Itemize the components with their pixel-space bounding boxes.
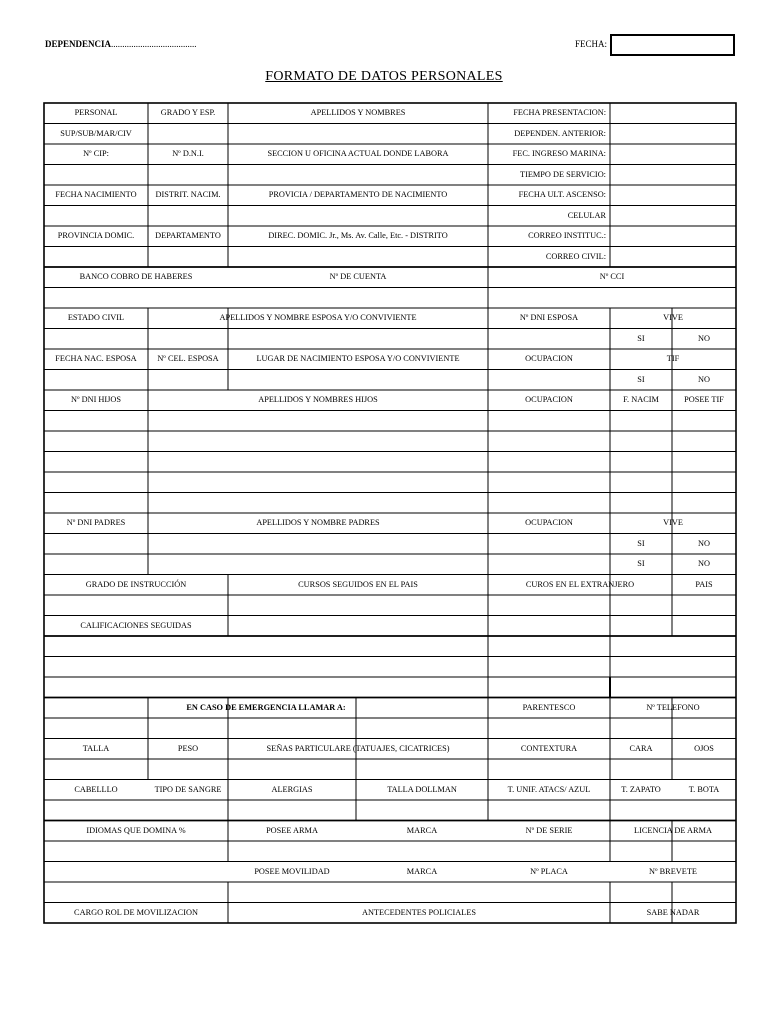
form-field-label: NO bbox=[698, 333, 710, 343]
form-field-label: POSEE ARMA bbox=[266, 825, 318, 835]
form-field-label: FECHA NACIMIENTO bbox=[55, 190, 137, 200]
form-field-label: Nº CEL. ESPOSA bbox=[157, 354, 219, 364]
form-field-label: CORREO CIVIL: bbox=[545, 251, 606, 261]
form-field-label: Nº D.N.I. bbox=[172, 149, 204, 159]
form-field-label: GRADO Y ESP. bbox=[160, 108, 216, 118]
form-field-label: SI bbox=[637, 538, 645, 548]
form-field-label: FECHA NAC. ESPOSA bbox=[55, 354, 137, 364]
form-field-label: NO bbox=[698, 374, 710, 384]
form-field-label: Nº TELEFONO bbox=[646, 702, 700, 712]
form-field-label: CURSOS SEGUIDOS EN EL PAIS bbox=[298, 579, 418, 589]
form-field-label: LUGAR DE NACIMIENTO ESPOSA Y/O CONVIVIENTE bbox=[256, 354, 460, 364]
form-field-label: MARCA bbox=[406, 866, 438, 876]
form-field-label: F. NACIM bbox=[623, 395, 659, 405]
form-field-label: TALLA bbox=[82, 743, 110, 753]
form-field-label: VIVE bbox=[663, 313, 683, 323]
form-field-label: POSEE TIF bbox=[684, 395, 724, 405]
form-field-label: Nº CCI bbox=[599, 272, 625, 282]
form-field-label: SI bbox=[637, 559, 645, 569]
form-field-label: Nº DNI HIJOS bbox=[70, 395, 122, 405]
form-field-label: DEPARTAMENTO bbox=[155, 231, 221, 241]
form-field-label: APELLIDOS Y NOMBRE ESPOSA Y/O CONVIVIENTE bbox=[219, 313, 417, 323]
form-field-label: CONTEXTURA bbox=[520, 743, 578, 753]
form-field-label: PAIS bbox=[695, 579, 713, 589]
form-field-label: T. BOTA bbox=[688, 784, 720, 794]
form-field-label: ESTADO CIVIL bbox=[67, 313, 125, 323]
form-field-label: PROVICIA / DEPARTAMENTO DE NACIMIENTO bbox=[268, 190, 448, 200]
form-field-label: FEC. INGRESO MARINA: bbox=[512, 149, 606, 159]
form-field-label: OCUPACION bbox=[525, 354, 573, 364]
form-field-label: GRADO DE INSTRUCCIÓN bbox=[85, 579, 187, 589]
form-field-label: FECHA ULT. ASCENSO: bbox=[518, 190, 606, 200]
form-field-label: CARA bbox=[629, 743, 653, 753]
form-field-label: NO bbox=[698, 559, 710, 569]
form-field-label: EN CASO DE EMERGENCIA LLAMAR A: bbox=[186, 702, 346, 712]
form-field-label: Nº DE SERIE bbox=[525, 825, 573, 835]
form-field-label: Nº DNI ESPOSA bbox=[519, 313, 579, 323]
form-field-label: DIREC. DOMIC. Jr., Ms. Av. Calle, Etc. - DISTRITO bbox=[268, 231, 448, 241]
form-field-label: CALIFICACIONES SEGUIDAS bbox=[80, 620, 192, 630]
form-field-label: APELLIDOS Y NOMBRE PADRES bbox=[256, 518, 380, 528]
form-field-label: DEPENDEN. ANTERIOR: bbox=[514, 128, 606, 138]
form-field-label: T. UNIF. ATACS/ AZUL bbox=[507, 784, 591, 794]
form-field-label: PARENTESCO bbox=[522, 702, 576, 712]
dependencia-dots[interactable]: ...................................... bbox=[111, 39, 197, 49]
form-field-label: LICENCIA DE ARMA bbox=[634, 825, 712, 835]
form-field-label: FECHA PRESENTACION: bbox=[513, 108, 606, 118]
form-field-label: Nº PLACA bbox=[530, 866, 568, 876]
dependencia-label: DEPENDENCIA...................................... bbox=[45, 39, 197, 49]
form-field-label: BANCO COBRO DE HABERES bbox=[79, 272, 193, 282]
form-field-label: ALERGIAS bbox=[271, 784, 313, 794]
form-field-label: CELULAR bbox=[567, 210, 606, 220]
form-field-label: APELLIDOS Y NOMBRES HIJOS bbox=[258, 395, 378, 405]
form-field-label: SUP/SUB/MAR/CIV bbox=[60, 128, 132, 138]
form-field-label: SABE NADAR bbox=[646, 907, 700, 917]
form-field-label: TALLA DOLLMAN bbox=[387, 784, 457, 794]
form-field-label: CUROS EN EL EXTRANJERO bbox=[525, 579, 635, 589]
form-field-label: DISTRIT. NACIM. bbox=[155, 190, 221, 200]
form-field-label: CABELLLO bbox=[74, 784, 118, 794]
form-field-label: MARCA bbox=[406, 825, 438, 835]
form-field-label: SECCION U OFICINA ACTUAL DONDE LABORA bbox=[267, 149, 449, 159]
form-field-label: PESO bbox=[177, 743, 199, 753]
form-field-label: PROVINCIA DOMIC. bbox=[57, 231, 135, 241]
form-field-label: PERSONAL bbox=[74, 108, 118, 118]
form-field-label: OCUPACION bbox=[525, 518, 573, 528]
form-field-label: TIEMPO DE SERVICIO: bbox=[520, 169, 606, 179]
form-field-label: ANTECEDENTES POLICIALES bbox=[361, 907, 477, 917]
form-field-label: TIPO DE SANGRE bbox=[154, 784, 222, 794]
form-field-label: NO bbox=[698, 538, 710, 548]
form-title: FORMATO DE DATOS PERSONALES bbox=[265, 69, 503, 84]
form-field-label: Nº BREVETE bbox=[649, 866, 697, 876]
form-field-label: APELLIDOS Y NOMBRES bbox=[310, 108, 406, 118]
form-field-label: Nº DNI PADRES bbox=[66, 518, 126, 528]
form-field-label: CARGO ROL DE MOVILIZACION bbox=[74, 907, 198, 917]
fecha-label: FECHA: bbox=[575, 39, 608, 49]
form-field-label: T. ZAPATO bbox=[621, 784, 661, 794]
form-field-label: OJOS bbox=[694, 743, 714, 753]
form-field-label: Nº DE CUENTA bbox=[329, 272, 387, 282]
form-field-label: IDIOMAS QUE DOMINA % bbox=[86, 825, 186, 835]
form-field-label: Nº CIP: bbox=[83, 149, 109, 159]
form-field-label: SI bbox=[637, 333, 645, 343]
form-field-label: CORREO INSTITUC.: bbox=[528, 231, 606, 241]
form-field-label: SI bbox=[637, 374, 645, 384]
form-field-label: TIF bbox=[666, 354, 680, 364]
form-field-label: VIVE bbox=[663, 518, 683, 528]
form-field-label: SEÑAS PARTICULARE (TATUAJES, CICATRICES) bbox=[266, 743, 450, 753]
form-field-label: POSEE MOVILIDAD bbox=[254, 866, 330, 876]
form-field-label: OCUPACION bbox=[525, 395, 573, 405]
